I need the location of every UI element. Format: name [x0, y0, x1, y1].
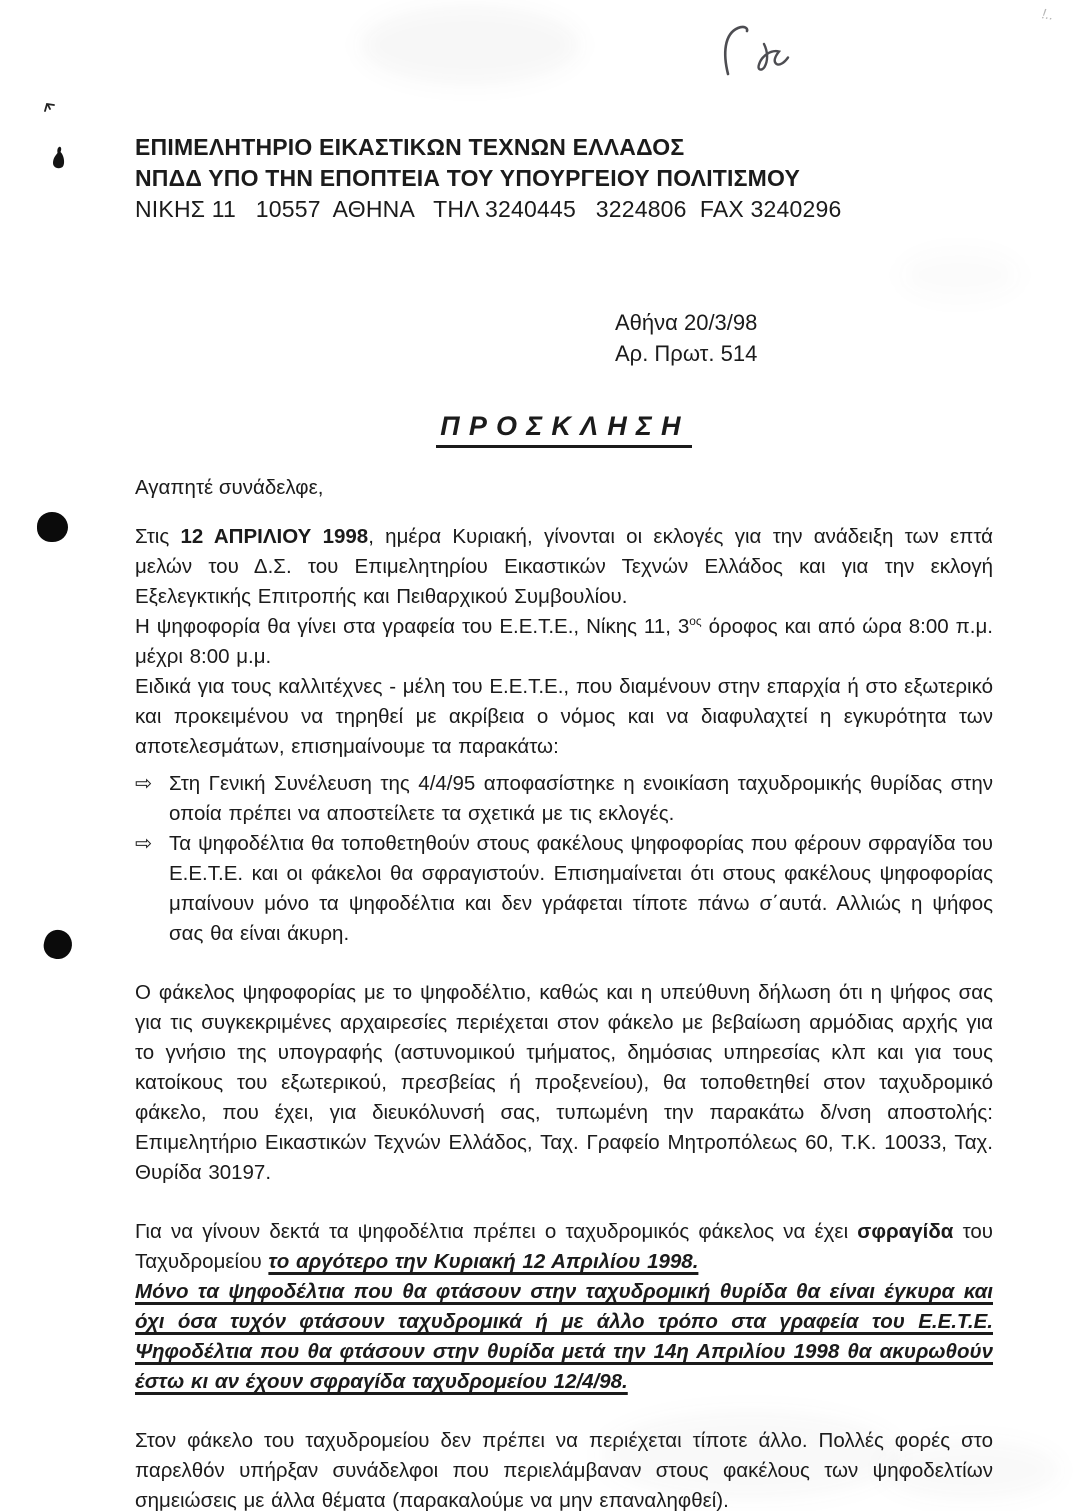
title-row [135, 411, 993, 448]
place-date: Αθήνα 20/3/98 [615, 310, 758, 335]
paragraph-provinces-note: Ειδικά για τους καλλιτέχνες - μέλη του Ε.Ε.Τ.Ε., που διαμένουν στην επαρχία ή στο εξωτερικό και προκειμένου να τηρηθεί με ακρίβεια ο νόμος και να διαφυλαχτεί η εγκυρότητα των αποτελεσμάτων, επισημαίνουμε τα παρακάτω: [135, 675, 993, 758]
document-title: ΠΡΟΣΚΛΗΣΗ [436, 411, 691, 448]
salutation: Αγαπητέ συνάδελφε, [135, 476, 324, 499]
paragraph-election-date: Στις 12 ΑΠΡΙΛΙΟΥ 1998, ημέρα Κυριακή, γίνονται οι εκλογές για την ανάδειξη των επτά μελών του Δ.Σ. του Επιμελητηρίου Εικαστικών Τεχνών Ελλάδος και για την εκλογή Εξελεγκτικής Επιτροπής και Πειθαρχικού Συμβουλίου. [135, 525, 993, 608]
paragraph-voting-hours: Η ψηφοφορία θα γίνει στα γραφεία του Ε.Ε.Τ.Ε., Νίκης 11, $3^{o\varsigma}$ όροφος και από ώρα 8:00 π.μ. μέχρι 8:00 μ.μ. [135, 614, 993, 668]
dateline [615, 307, 993, 369]
bullet-list [135, 769, 993, 949]
letterhead [135, 132, 993, 225]
paragraph-final-note: Στον φάκελο του ταχυδρομείου δεν πρέπει να περιέχεται τίποτε άλλο. Πολλές φορές στο παρελθόν υπήρξαν συνάδελφοι που περιελάμβαναν στους φακέλους των ψηφοδελτίων σημειώσεις με άλλα θέματα (παρακαλούμε να μην επαναληφθεί). [135, 1429, 993, 1511]
protocol-number: Αρ. Πρωτ. 514 [615, 341, 758, 366]
paragraph-postmark-deadline: Για να γίνουν δεκτά τα ψηφοδέλτια πρέπει ο ταχυδρομικός φάκελος να έχει σφραγίδα του Ταχυδρομείου το αργότερο την Κυριακή 12 Απριλίου 1998. [135, 1220, 993, 1273]
hole-punch-dot-bottom [41, 927, 76, 962]
organization-name: ΕΠΙΜΕΛΗΤΗΡΙΟ ΕΙΚΑΣΤΙΚΩΝ ΤΕΧΝΩΝ ΕΛΛΑΔΟΣ [135, 134, 685, 160]
bullet-item [135, 769, 993, 829]
address-line: ΝΙΚΗΣ 11 10557 ΑΘΗΝΑ ΤΗΛ 3240445 3224806 FAX 3240296 [135, 196, 842, 222]
ink-blot [50, 146, 68, 170]
arrow-bullet-icon: ⇨ [135, 772, 153, 795]
legal-status-line: ΝΠΔΔ ΥΠΟ ΤΗΝ ΕΠΟΠΤΕΙΑ ΤΟΥ ΥΠΟΥΡΓΕΙΟΥ ΠΟΛΙΤΙΣΜΟΥ [135, 165, 801, 191]
letter-content [135, 0, 993, 1511]
bullet-item [135, 829, 993, 949]
paragraph-envelope-instructions: Ο φάκελος ψηφοφορίας με το ψηφοδέλτιο, καθώς και η υπεύθυνη δήλωση ότι η ψήφος σας για τις συγκεκριμένες αρχαιρεσίες περιέχεται στον φάκελο με βεβαίωση αρμόδιας αρχής για το γνήσιο της υπογραφής (αστυνομικού τμήματος, δημόσιας υπηρεσίας κλπ και για τους κατοίκους του εξωτερικού, πρεσβείας ή προξενείου), θα τοποθετηθεί στον ταχυδρομικό φάκελο, που έχει, για διευκόλυνσή σας, τυπωμένη την παρακάτω δ/νση αποστολής: Επιμελητήριο Εικαστικών Τεχνών Ελλάδος, Ταχ. Γραφείο Μητροπόλεως 60, Τ.Κ. 10033, Ταχ. Θυρίδα 30197. [135, 981, 993, 1184]
corner-pen-mark: !.. [1040, 5, 1055, 23]
bullet-text: Στη Γενική Συνέλευση της 4/4/95 αποφασίστηκε η ενοικίαση ταχυδρομικής θυρίδας στην οποία πρέπει να αποστείλετε τα σχετικά με τις εκλογές. [169, 772, 993, 825]
hole-punch-dot-top [37, 512, 68, 542]
paragraph-validity-warning: Μόνο τα ψηφοδέλτια που θα φτάσουν στην ταχυδρομική θυρίδα θα είναι έγκυρα και όχι όσα τυχόν φτάσουν ταχυδρομικά ή με άλλο τρόπο στα γραφεία του Ε.Ε.Τ.Ε. Ψηφοδέλτια που θα φτάσουν στην θυρίδα μετά την 14η Απριλίου 1998 θα ακυρωθούν έστω κι αν έχουν σφραγίδα ταχυδρομείου 12/4/98. [135, 1280, 993, 1393]
arrow-bullet-icon: ⇨ [135, 832, 153, 855]
ink-speck [44, 102, 56, 113]
bullet-text: Τα ψηφοδέλτια θα τοποθετηθούν στους φακέλους ψηφοφορίας που φέρουν σφραγίδα του Ε.Ε.Τ.Ε. και οι φάκελοι θα σφραγιστούν. Επισημαίνεται ότι στους φακέλους ψηφοφορίας μπαίνουν μόνο τα ψηφοδέλτια και δεν γράφεται τίποτε πάνω σ΄αυτά. Αλλιώς η ψήφος σας θα είναι άκυρη. [169, 832, 993, 945]
